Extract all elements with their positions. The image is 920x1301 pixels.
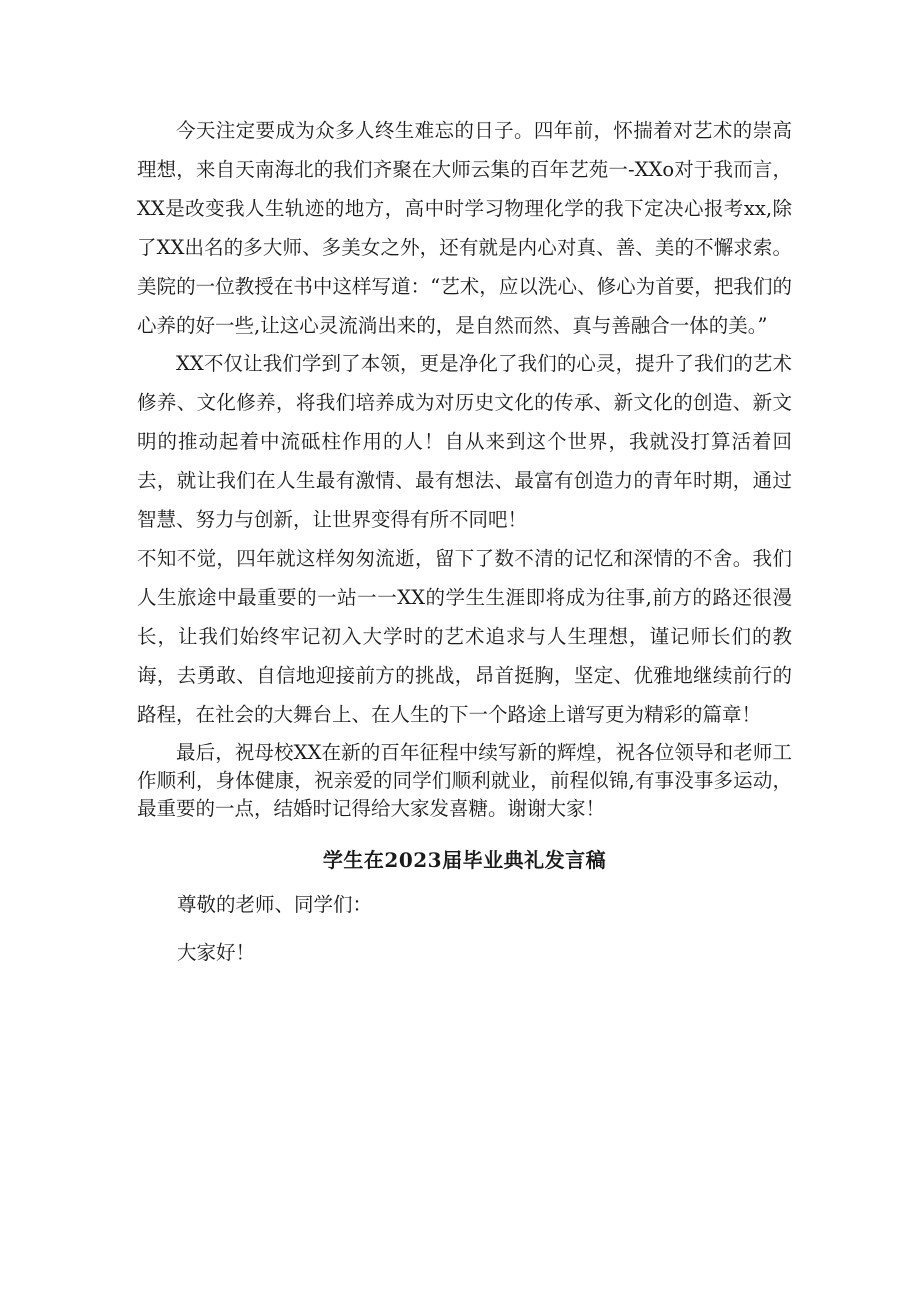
document-body (137, 112, 792, 973)
paragraph-farewell: 不知不觉，四年就这样匆匆流逝，留下了数不清的记忆和深情的不舍。我们人生旅途中最重要的一站一一XX的学生生涯即将成为往事,前方的路还很漫长，让我们始终牢记初入大学时的艺术追求与人生理想，谨记师长们的教诲，去勇敢、自信地迎接前方的挑战，昂首挺胸，坚定、优雅地继续前行的路程，在社会的大舞台上、在人生的下一个路途上谱写更为精彩的篇章！ (137, 546, 792, 726)
paragraph-opening: 今天注定要成为众多人终生难忘的日子。四年前，怀揣着对艺术的崇高理想，来自天南海北的我们齐聚在大师云集的百年艺苑一-XXo对于我而言，XX是改变我人生轨迹的地方，高中时学习物理化学的我下定决心报考xx,除了XX出名的多大师、多美女之外，还有就是内心对真、善、美的不懈求索。美院的一位教授在书中这样写道：“艺术，应以洗心、修心为首要，把我们的心养的好一些,让这心灵流淌出来的，是自然而然、真与善融合一体的美。” (137, 119, 792, 337)
speech-title: 学生在2023届毕业典礼发言稿 (322, 847, 607, 872)
salutation: 尊敬的老师、同学们： (177, 892, 373, 916)
paragraph-closing: 最后，祝母校XX在新的百年征程中续写新的辉煌，祝各位领导和老师工作顺利，身体健康，祝亲爱的同学们顺利就业，前程似锦,有事没事多运动，最重要的一点，结婚时记得给大家发喜糖。谢谢大家！ (137, 740, 792, 820)
greeting: 大家好！ (177, 940, 256, 964)
paragraph-xx-benefits: XX不仅让我们学到了本领，更是净化了我们的心灵，提升了我们的艺术修养、文化修养，将我们培养成为对历史文化的传承、新文化的创造、新文明的推动起着中流砥柱作用的人！自从来到这个世界，我就没打算活着回去，就让我们在人生最有激情、最有想法、最富有创造力的青年时期，通过智慧、努力与创新，让世界变得有所不同吧！ (137, 352, 792, 532)
